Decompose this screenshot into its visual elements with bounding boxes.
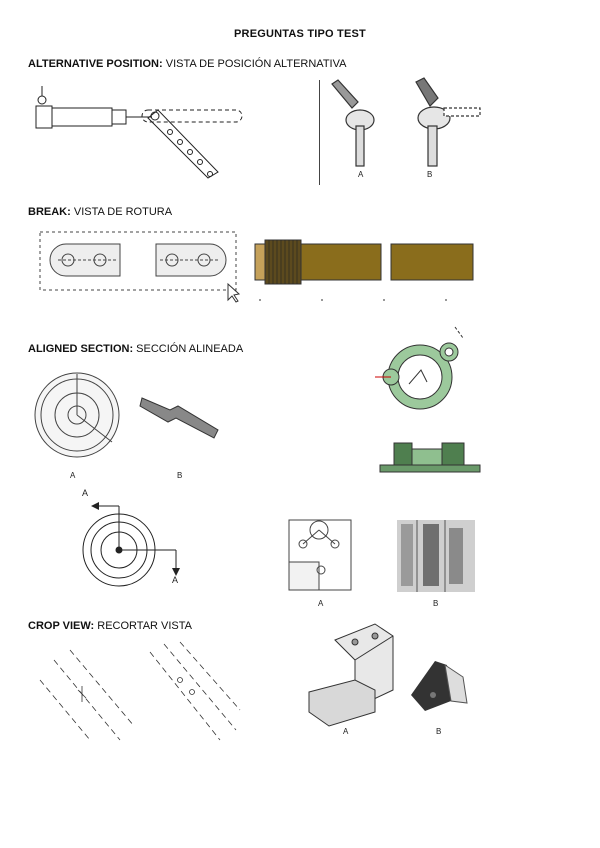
- option-a-label: A: [343, 727, 349, 736]
- aligned-section-block-drawing: [380, 437, 480, 482]
- section-plate-drawing: [283, 518, 353, 593]
- heading-term: CROP VIEW:: [28, 620, 95, 632]
- heading-translation: SECCIÓN ALINEADA: [133, 343, 244, 355]
- option-b-label: B: [427, 170, 433, 179]
- heading-translation: VISTA DE POSICIÓN ALTERNATIVA: [162, 58, 347, 70]
- divider-line: [319, 80, 320, 185]
- section-marker-label: A: [82, 488, 89, 498]
- heading-alternative-position: ALTERNATIVE POSITION: VISTA DE POSICIÓN ALTERNATIVA: [28, 58, 347, 70]
- break-shaft-drawing: [255, 238, 475, 303]
- crop-view-bracket-render: [305, 620, 395, 730]
- heading-term: ALIGNED SECTION:: [28, 343, 134, 355]
- heading-aligned-section: [28, 343, 243, 355]
- section-arrow-disc-drawing: [75, 488, 190, 588]
- option-b-label: B: [436, 727, 442, 736]
- page-title: PREGUNTAS TIPO TEST: [234, 28, 366, 40]
- option-b-label: B: [433, 599, 439, 608]
- section-cut-render: [397, 520, 475, 592]
- option-a-label: A: [318, 599, 324, 608]
- alt-position-option-drawings: [330, 78, 490, 178]
- heading-translation: VISTA DE ROTURA: [70, 206, 173, 218]
- option-a-label: A: [70, 471, 76, 480]
- heading-crop-view: [28, 620, 192, 632]
- heading-term: BREAK: [28, 206, 68, 218]
- crop-view-part-render: [405, 655, 470, 715]
- heading-translation: RECORTAR VISTA: [94, 620, 193, 632]
- section-marker-label: A: [172, 575, 179, 585]
- cylinder-arm-drawing: [30, 78, 255, 193]
- heading-term: ALTERNATIVE POSITION: [28, 58, 159, 70]
- crop-view-drawing: [30, 640, 245, 750]
- option-b-label: B: [177, 471, 183, 480]
- break-link-drawing: [38, 228, 238, 303]
- heading-break: BREAK: VISTA DE ROTURA: [28, 206, 173, 218]
- option-a-label: A: [358, 170, 364, 179]
- aligned-section-ring-drawing: [365, 322, 485, 422]
- aligned-section-disc-drawing: [32, 370, 122, 465]
- aligned-section-bar-drawing: [140, 392, 220, 447]
